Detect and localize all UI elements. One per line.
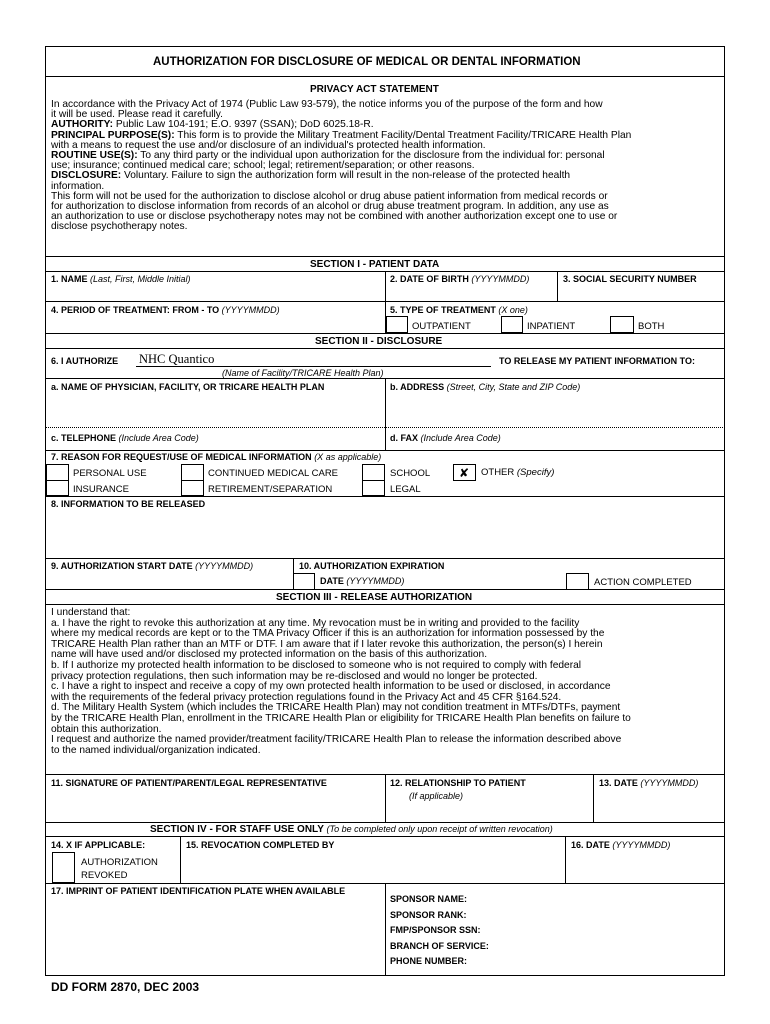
address-field[interactable] [386, 394, 724, 426]
form-id: DD FORM 2870, DEC 2003 [51, 980, 200, 994]
signature-label: 11. SIGNATURE OF PATIENT/PARENT/LEGAL REPRESENTATIVE [51, 778, 327, 788]
privacy-intro-2: it will be used. Please read it carefully. [51, 109, 223, 121]
divider [45, 822, 725, 823]
revoked-label-1: AUTHORIZATION [81, 857, 158, 868]
action-completed-checkbox[interactable] [566, 573, 589, 590]
expiration-date-label: DATE (YYYYMMDD) [320, 576, 405, 586]
release-term-line: name will have used and/or disclosed my protected information on the basis of this authorization. [51, 649, 488, 661]
sponsor-rank-label: SPONSOR RANK: [390, 910, 467, 920]
retirement-label: RETIREMENT/SEPARATION [208, 484, 333, 495]
release-term-line: by the TRICARE Health Plan, enrollment in the TRICARE Health Plan or eligibility for TRICARE Health Plan benefits on failure to [51, 712, 631, 724]
telephone-label: c. TELEPHONE (Include Area Code) [51, 433, 199, 443]
release-term-line: obtain this authorization. [51, 723, 162, 735]
fax-label: d. FAX (Include Area Code) [390, 433, 501, 443]
divider [45, 589, 725, 590]
phone-label: PHONE NUMBER: [390, 956, 468, 966]
revoked-checkbox[interactable] [52, 852, 75, 883]
privacy-intro-1: In accordance with the Privacy Act of 1974 (Public Law 93-579), the notice informs you of the purpose of the form and how [51, 99, 603, 110]
form-title: AUTHORIZATION FOR DISCLOSURE OF MEDICAL OR DENTAL INFORMATION [153, 56, 581, 68]
revocation-completed-field[interactable] [181, 852, 564, 882]
x-if-applicable-label: 14. X IF APPLICABLE: [51, 840, 146, 850]
release-term-line: I request and authorize the named provider/treatment facility/TRICARE Health Plan to release the information described above [51, 734, 622, 746]
facility-hint: (Name of Facility/TRICARE Health Plan) [222, 368, 384, 378]
period-label: 4. PERIOD OF TREATMENT: FROM - TO (YYYYMMDD) [51, 305, 280, 315]
routine-text-2: use; insurance; continued medical care; school; legal; retirement/separation; or other reasons. [51, 160, 475, 172]
telephone-field[interactable] [200, 430, 384, 448]
routine-label: ROUTINE USE(S): [51, 150, 138, 162]
privacy-note-2: for authorization to disclose information from records of an alcohol or drug abuse treatment program. In addition, any use as [51, 201, 609, 213]
other-specify-field[interactable] [540, 465, 724, 495]
branch-label: BRANCH OF SERVICE: [390, 941, 489, 951]
divider [45, 836, 725, 837]
sponsor-name-label: SPONSOR NAME: [390, 894, 468, 904]
sponsor-name-field[interactable] [480, 892, 724, 906]
release-term-line: c. I have a right to inspect and receive a copy of my own protected health information to be used or disclosed, in accordance [51, 681, 611, 693]
release-term-line: b. If I authorize my protected health information to be disclosed to someone who is not required to comply with federal [51, 659, 582, 671]
school-label: SCHOOL [390, 468, 431, 479]
divider [45, 333, 725, 334]
divider [45, 450, 725, 451]
legal-label: LEGAL [390, 484, 421, 495]
start-date-label: 9. AUTHORIZATION START DATE (YYYYMMDD) [51, 561, 254, 571]
other-checkbox[interactable] [453, 464, 476, 481]
continued-care-checkbox[interactable] [182, 465, 203, 479]
release-term-line: with the requirements of the federal privacy protection regulations found in the Privacy Act and 45 CFR §164.524. [51, 691, 562, 703]
personal-use-label: PERSONAL USE [73, 468, 147, 479]
purpose-label: PRINCIPAL PURPOSE(S): [51, 129, 175, 141]
section2-heading: SECTION II - DISCLOSURE [315, 336, 443, 347]
release-term-line: to the named individual/organization indicated. [51, 744, 261, 756]
personal-use-checkbox[interactable] [47, 465, 68, 479]
divider [385, 883, 386, 975]
outpatient-checkbox[interactable] [386, 316, 408, 333]
revocation-date-field[interactable] [566, 852, 724, 882]
date-signed-field[interactable] [594, 790, 724, 820]
name-field[interactable] [46, 286, 384, 300]
privacy-note-1: This form will not be used for the authorization to disclose alcohol or drug abuse patient information from medical records or [51, 190, 608, 202]
release-term-line: I understand that: [51, 607, 131, 618]
imprint-label: 17. IMPRINT OF PATIENT IDENTIFICATION PLATE WHEN AVAILABLE [51, 886, 346, 896]
date-signed-label: 13. DATE (YYYYMMDD) [599, 778, 699, 788]
purpose-text-1: This form is to provide the Military Treatment Facility/Dental Treatment Facility/TRICARE Health Plan [174, 129, 632, 141]
name-label: 1. NAME (Last, First, Middle Initial) [51, 274, 191, 284]
signature-field[interactable] [46, 790, 384, 820]
imprint-area[interactable] [46, 898, 384, 974]
release-term-line: d. The Military Health System (which includes the TRICARE Health Plan) may not condition treatment in MTFs/DTFs, payment [51, 702, 621, 714]
physician-label: a. NAME OF PHYSICIAN, FACILITY, OR TRICARE HEALTH PLAN [51, 382, 325, 392]
sponsor-rank-field[interactable] [480, 908, 724, 922]
divider [45, 496, 725, 497]
privacy-note-4: disclose psychotherapy notes. [51, 221, 188, 233]
disclosure-text-2: information. [51, 180, 105, 192]
info-released-field[interactable] [46, 511, 724, 557]
privacy-statement [51, 100, 631, 233]
phone-field[interactable] [480, 954, 724, 968]
legal-checkbox[interactable] [363, 481, 384, 495]
fmp-ssn-label: FMP/SPONSOR SSN: [390, 925, 481, 935]
period-field[interactable] [46, 316, 384, 332]
revocation-completed-label: 15. REVOCATION COMPLETED BY [186, 840, 335, 850]
both-label: BOTH [638, 321, 665, 332]
branch-field[interactable] [500, 939, 724, 953]
expiration-date-checkbox[interactable] [293, 573, 315, 590]
routine-text-1: To any third party or the individual upon authorization for the disclosure from the individual for: personal [137, 150, 605, 162]
divider [45, 604, 725, 605]
divider [45, 256, 725, 257]
section3-heading: SECTION III - RELEASE AUTHORIZATION [276, 592, 473, 603]
school-checkbox[interactable] [363, 465, 384, 479]
release-term-line: privacy protection regulations, then such information may be re-disclosed and would no longer be protected. [51, 670, 538, 682]
address-label: b. ADDRESS (Street, City, State and ZIP Code) [390, 382, 581, 392]
divider [45, 301, 725, 302]
physician-field[interactable] [46, 394, 384, 426]
release-term-line: a. I have the right to revoke this authorization at any time. My revocation must be in writing and provided to the facility [51, 617, 580, 629]
retirement-checkbox[interactable] [182, 481, 203, 495]
disclosure-label: DISCLOSURE: [51, 170, 122, 182]
divider [45, 76, 725, 77]
authority-label: AUTHORITY: [51, 119, 114, 131]
insurance-label: INSURANCE [73, 484, 129, 495]
release-to-label: TO RELEASE MY PATIENT INFORMATION TO: [499, 356, 696, 366]
dob-field[interactable] [386, 286, 556, 300]
section1-heading: SECTION I - PATIENT DATA [310, 259, 440, 270]
ssn-label: 3. SOCIAL SECURITY NUMBER [563, 274, 697, 284]
divider [45, 348, 725, 349]
start-date-field[interactable] [46, 573, 292, 588]
authorize-label: 6. I AUTHORIZE [51, 356, 119, 366]
inpatient-checkbox[interactable] [501, 316, 523, 333]
expiration-date-field[interactable] [430, 573, 560, 588]
action-completed-label: ACTION COMPLETED [594, 577, 692, 588]
revoked-label-2: REVOKED [81, 870, 128, 881]
info-released-label: 8. INFORMATION TO BE RELEASED [51, 499, 206, 509]
expiration-label: 10. AUTHORIZATION EXPIRATION [299, 561, 445, 571]
section4-heading: SECTION IV - FOR STAFF USE ONLY (To be completed only upon receipt of written revocation) [150, 824, 553, 835]
dob-label: 2. DATE OF BIRTH (YYYYMMDD) [390, 274, 530, 284]
release-terms [51, 608, 631, 756]
authority-text: Public Law 104-191; E.O. 9397 (SSAN); DoD 6025.18-R. [113, 119, 374, 131]
other-label: OTHER (Specify) [481, 467, 555, 478]
divider [45, 427, 725, 428]
inpatient-label: INPATIENT [527, 321, 576, 332]
type-label: 5. TYPE OF TREATMENT (X one) [390, 305, 528, 315]
ssn-field[interactable] [558, 286, 724, 300]
divider [45, 558, 725, 559]
relationship-hint: (If applicable) [409, 791, 464, 801]
privacy-heading: PRIVACY ACT STATEMENT [310, 84, 439, 95]
fax-field[interactable] [530, 430, 724, 448]
release-term-line: where my medical records are kept or to the TMA Privacy Officer if this is an authorization for information possessed by the [51, 628, 605, 640]
relationship-label: 12. RELATIONSHIP TO PATIENT [390, 778, 526, 788]
outpatient-label: OUTPATIENT [412, 321, 471, 332]
relationship-field[interactable] [386, 803, 592, 820]
both-checkbox[interactable] [610, 316, 634, 333]
purpose-text-2: with a means to request the use and/or disclosure of an individual's protected health information. [51, 139, 486, 151]
revocation-date-label: 16. DATE (YYYYMMDD) [571, 840, 671, 850]
continued-care-label: CONTINUED MEDICAL CARE [208, 468, 339, 479]
authorize-underline [136, 366, 491, 367]
other-checkmark: ✘ [459, 466, 470, 480]
fmp-ssn-field[interactable] [480, 923, 724, 937]
release-term-line: TRICARE Health Plan rather than an MTF or DTF. I am aware that if I later revoke this authorization, the person(s) I herein [51, 638, 603, 650]
disclosure-text-1: Voluntary. Failure to sign the authorization form will result in the non-release of the protected health [121, 170, 571, 182]
insurance-checkbox[interactable] [47, 481, 68, 495]
reason-label: 7. REASON FOR REQUEST/USE OF MEDICAL INFORMATION (X as applicable) [51, 452, 382, 462]
authorize-value[interactable]: NHC Quantico [139, 352, 215, 366]
privacy-note-3: an authorization to use or disclose psychotherapy notes may not be combined with another authorization except one to use or [51, 211, 618, 223]
